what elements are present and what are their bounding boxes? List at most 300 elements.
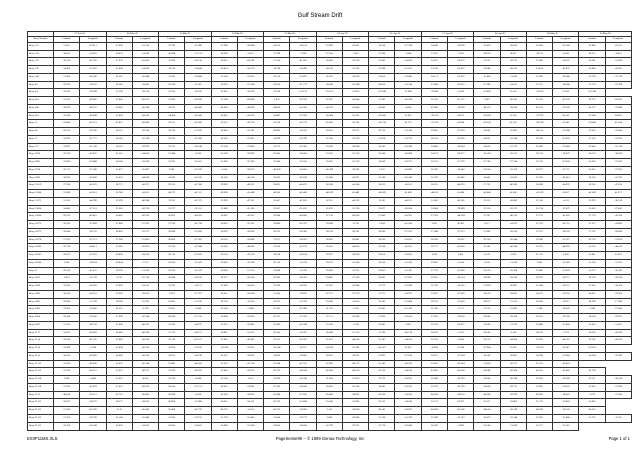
longitude-cell: -15.818 xyxy=(237,298,263,306)
table-row xyxy=(28,104,632,112)
longitude-cell: -29.772 xyxy=(290,414,316,422)
longitude-cell: -15.291 xyxy=(132,298,158,306)
latitude-cell: 31.128 xyxy=(369,414,395,422)
latitude-cell: 33.583 xyxy=(54,283,80,291)
latitude-cell: 28.844 xyxy=(54,228,80,236)
longitude-cell: 41.544 xyxy=(605,120,631,128)
latitude-cell: 35.860 xyxy=(264,159,290,167)
latitude-cell: 35.823 xyxy=(159,159,185,167)
longitude-cell: -46.870 xyxy=(553,182,579,190)
latitude-cell: 37.123 xyxy=(159,329,185,337)
latitude-cell: 32.171 xyxy=(54,166,80,174)
longitude-cell: -33.349 xyxy=(500,135,526,143)
longitude-header: Longitude xyxy=(395,37,421,42)
longitude-cell: -33.849 xyxy=(290,399,316,407)
latitude-cell: 34.445 xyxy=(474,174,500,182)
latitude-cell: 3.964 xyxy=(316,414,342,422)
longitude-cell: -4.666 xyxy=(185,376,211,384)
longitude-cell: -26.949 xyxy=(395,143,421,151)
buoy-id-cell: Buoy 2112 xyxy=(28,391,54,399)
latitude-cell: 32.875 xyxy=(421,290,447,298)
longitude-cell: -37.810 xyxy=(290,391,316,399)
longitude-cell: -45.100 xyxy=(605,337,631,345)
latitude-cell: 28.315 xyxy=(106,128,132,136)
latitude-cell: 31.985 xyxy=(106,337,132,345)
latitude-cell: 29.593 xyxy=(159,267,185,275)
latitude-cell: 31.881 xyxy=(579,252,605,260)
longitude-cell: -29.959 xyxy=(185,252,211,260)
longitude-cell: 32.587 xyxy=(553,345,579,353)
table-row xyxy=(28,166,632,174)
latitude-cell: 34.249 xyxy=(526,352,552,360)
latitude-cell: 34.007 xyxy=(316,352,342,360)
table-row xyxy=(28,391,632,399)
longitude-cell: -24.735 xyxy=(80,228,106,236)
latitude-cell: 28.866 xyxy=(159,399,185,407)
latitude-header: Latitude xyxy=(211,37,237,42)
longitude-cell: -38.679 xyxy=(553,151,579,159)
latitude-cell: 28.255 xyxy=(421,182,447,190)
latitude-cell: 28.260 xyxy=(369,228,395,236)
latitude-cell: 28.114 xyxy=(526,128,552,136)
longitude-cell: -40.157 xyxy=(80,368,106,376)
latitude-cell: 3.414 xyxy=(211,166,237,174)
longitude-cell: -40.198 xyxy=(185,352,211,360)
latitude-cell: 34.614 xyxy=(211,66,237,74)
table-body xyxy=(28,42,632,430)
longitude-cell: -54.776 xyxy=(237,66,263,74)
longitude-cell: -28.230 xyxy=(132,290,158,298)
longitude-cell: -33.803 xyxy=(553,399,579,407)
longitude-cell: -26.000 xyxy=(237,228,263,236)
longitude-cell: -69.355 xyxy=(132,97,158,105)
table-row xyxy=(28,143,632,151)
latitude-cell: 31.550 xyxy=(54,197,80,205)
longitude-cell: -40.693 xyxy=(80,352,106,360)
latitude-cell: 27.795 xyxy=(579,228,605,236)
longitude-cell: -34.349 xyxy=(80,422,106,430)
table-row xyxy=(28,135,632,143)
longitude-cell: -43.970 xyxy=(553,66,579,74)
table-row xyxy=(28,128,632,136)
latitude-cell: 32.470 xyxy=(474,414,500,422)
latitude-cell: 33.798 xyxy=(579,73,605,81)
longitude-cell: -45.911 xyxy=(237,182,263,190)
latitude-cell: 28.288 xyxy=(159,228,185,236)
longitude-cell: -31.619 xyxy=(605,236,631,244)
latitude-cell: 31.210 xyxy=(526,360,552,368)
longitude-cell: -14.396 xyxy=(132,50,158,58)
latitude-cell: 32.458 xyxy=(579,143,605,151)
longitude-cell: -38.714 xyxy=(132,89,158,97)
latitude-cell: 35.760 xyxy=(526,174,552,182)
longitude-cell: -21.772 xyxy=(290,81,316,89)
latitude-cell: 29.370 xyxy=(316,259,342,267)
longitude-cell: -3.339 xyxy=(342,321,368,329)
latitude-cell: -45.389 xyxy=(316,166,342,174)
latitude-cell: 41.790 xyxy=(579,368,605,376)
longitude-cell: -28.842 xyxy=(605,228,631,236)
longitude-cell: -36.145 xyxy=(448,283,474,291)
buoy-id-cell: Buoy 15854 xyxy=(28,205,54,213)
longitude-cell: -37.914 xyxy=(395,352,421,360)
longitude-cell: -43.166 xyxy=(80,73,106,81)
latitude-cell: 31.831 xyxy=(316,337,342,345)
latitude-cell: 32.372 xyxy=(369,376,395,384)
longitude-cell: -38.931 xyxy=(342,352,368,360)
latitude-cell: 3.345 xyxy=(474,259,500,267)
date-header: 17-Apr-95 xyxy=(421,32,474,37)
buoy-id-cell: Buoy 3280 xyxy=(28,174,54,182)
latitude-cell: 34.123 xyxy=(421,151,447,159)
longitude-header: Longitude xyxy=(500,37,526,42)
footer-filename: EX0P11MS.XLS xyxy=(27,436,58,441)
latitude-cell: 27.405 xyxy=(474,228,500,236)
latitude-cell: 34.156 xyxy=(369,42,395,50)
latitude-cell: 42.883 xyxy=(421,368,447,376)
latitude-cell: 33.061 xyxy=(579,58,605,66)
longitude-cell: -39.536 xyxy=(80,128,106,136)
longitude-cell: -31.777 xyxy=(80,135,106,143)
longitude-cell: -29.783 xyxy=(395,383,421,391)
longitude-cell: -28.065 xyxy=(500,290,526,298)
longitude-cell: -26.581 xyxy=(290,275,316,283)
longitude-cell: -38.463 xyxy=(290,151,316,159)
longitude-cell: -34.121 xyxy=(237,399,263,407)
latitude-cell: 32.911 xyxy=(159,197,185,205)
longitude-cell: -35.944 xyxy=(342,283,368,291)
longitude-cell: -33.871 xyxy=(448,399,474,407)
longitude-cell: -4.084 xyxy=(395,104,421,112)
longitude-cell: -29.728 xyxy=(553,314,579,322)
longitude-cell: -48.841 xyxy=(237,244,263,252)
longitude-cell: -50.432 xyxy=(448,66,474,74)
longitude-cell: -25.518 xyxy=(605,143,631,151)
table-row xyxy=(28,73,632,81)
latitude-cell: 42.686 xyxy=(474,368,500,376)
longitude-cell: -22.564 xyxy=(553,42,579,50)
latitude-cell: 33.285 xyxy=(106,244,132,252)
longitude-cell: -29.629 xyxy=(342,252,368,260)
latitude-cell: 31.715 xyxy=(369,290,395,298)
longitude-cell: -44.999 xyxy=(80,197,106,205)
longitude-cell: -35.383 xyxy=(605,352,631,360)
latitude-cell: 29.550 xyxy=(54,267,80,275)
latitude-cell: 36.541 xyxy=(264,329,290,337)
longitude-cell: -46.219 xyxy=(342,368,368,376)
latitude-cell: 29.249 xyxy=(106,298,132,306)
longitude-cell: -36.258 xyxy=(605,376,631,384)
latitude-cell: 35.166 xyxy=(211,73,237,81)
latitude-cell: 33.369 xyxy=(54,345,80,353)
buoy-id-cell: Buoy 461 xyxy=(28,97,54,105)
longitude-cell: -66.964 xyxy=(342,97,368,105)
latitude-cell: 27.948 xyxy=(421,228,447,236)
longitude-cell: -31.169 xyxy=(80,143,106,151)
latitude-cell: 31.700 xyxy=(211,414,237,422)
latitude-cell: 32.547 xyxy=(106,73,132,81)
longitude-cell: -67.919 xyxy=(290,97,316,105)
longitude-cell: -27.332 xyxy=(290,314,316,322)
latitude-cell: 27.977 xyxy=(264,236,290,244)
latitude-cell: 39.642 xyxy=(106,104,132,112)
latitude-cell: 34.364 xyxy=(579,352,605,360)
longitude-cell: -51.329 xyxy=(132,267,158,275)
longitude-cell: -48.264 xyxy=(290,368,316,376)
latitude-cell: 29.478 xyxy=(211,259,237,267)
longitude-cell: -41.782 xyxy=(342,120,368,128)
longitude-cell: -36.907 xyxy=(395,376,421,384)
longitude-cell: -33.377 xyxy=(342,128,368,136)
longitude-cell: -31.890 xyxy=(185,42,211,50)
buoy-id-cell: Buoy 480 xyxy=(28,104,54,112)
longitude-cell: -44.550 xyxy=(395,337,421,345)
longitude-cell: -28.616 xyxy=(132,252,158,260)
longitude-cell: -32.887 xyxy=(500,128,526,136)
longitude-cell: -38.010 xyxy=(448,391,474,399)
latitude-cell: 34.456 xyxy=(159,112,185,120)
latitude-cell: 34.467 xyxy=(264,112,290,120)
latitude-cell: 32.422 xyxy=(159,73,185,81)
table-row xyxy=(28,321,632,329)
latitude-cell: 35.392 xyxy=(421,174,447,182)
latitude-cell: 29.557 xyxy=(211,275,237,283)
longitude-cell: -56.499 xyxy=(290,66,316,74)
longitude-cell: -35.897 xyxy=(132,166,158,174)
latitude-cell: 32.096 xyxy=(106,321,132,329)
longitude-cell: -32.694 xyxy=(605,128,631,136)
latitude-cell: 28.594 xyxy=(159,314,185,322)
latitude-cell: 26.745 xyxy=(579,182,605,190)
latitude-cell: 35.125 xyxy=(421,159,447,167)
longitude-cell: -41.472 xyxy=(80,267,106,275)
longitude-cell: -27.679 xyxy=(553,205,579,213)
latitude-cell: 35.894 xyxy=(106,345,132,353)
longitude-cell: -66.347 xyxy=(500,97,526,105)
longitude-cell: -44.610 xyxy=(605,244,631,252)
latitude-cell: 34.360 xyxy=(54,66,80,74)
latitude-cell: 34.163 xyxy=(369,143,395,151)
latitude-cell: 31.770 xyxy=(526,399,552,407)
longitude-cell: -33.432 xyxy=(448,73,474,81)
longitude-cell: -52.347 xyxy=(395,267,421,275)
latitude-cell: 45.574 xyxy=(526,104,552,112)
latitude-cell: -40.059 xyxy=(316,190,342,198)
latitude-header: Latitude xyxy=(264,37,290,42)
longitude-cell: -3.837 xyxy=(395,321,421,329)
longitude-cell: 41.496 xyxy=(448,190,474,198)
latitude-cell: -41.359 xyxy=(526,190,552,198)
latitude-cell: 29.622 xyxy=(421,275,447,283)
longitude-cell: -31.465 xyxy=(237,414,263,422)
longitude-header: Longitude xyxy=(132,37,158,42)
longitude-cell: -44.828 xyxy=(132,174,158,182)
data-table-container xyxy=(27,31,631,431)
longitude-cell: -30.102 xyxy=(395,236,421,244)
table-row xyxy=(28,213,632,221)
latitude-cell: 31.895 xyxy=(159,97,185,105)
longitude-cell: -29.670 xyxy=(237,166,263,174)
longitude-cell: -43.850 xyxy=(342,213,368,221)
longitude-cell: -46.133 xyxy=(342,197,368,205)
latitude-cell: 31.863 xyxy=(421,197,447,205)
longitude-cell: -55.828 xyxy=(448,267,474,275)
longitude-cell: -43.345 xyxy=(290,104,316,112)
latitude-cell: 43.110 xyxy=(369,368,395,376)
latitude-cell: 32.352 xyxy=(159,89,185,97)
longitude-cell: -62.350 xyxy=(80,58,106,66)
latitude-cell: 32.149 xyxy=(106,414,132,422)
latitude-cell: 27.389 xyxy=(474,81,500,89)
latitude-cell: 35.823 xyxy=(316,159,342,167)
latitude-cell: 27.317 xyxy=(526,81,552,89)
latitude-cell: 36.714 xyxy=(526,151,552,159)
latitude-cell: 32.481 xyxy=(159,360,185,368)
latitude-cell: 36.674 xyxy=(106,50,132,58)
latitude-cell: 28.817 xyxy=(54,252,80,260)
latitude-cell: 35.181 xyxy=(264,383,290,391)
table-row xyxy=(28,337,632,345)
latitude-cell: 34.786 xyxy=(264,66,290,74)
longitude-cell: -25.664 xyxy=(553,143,579,151)
longitude-cell: -26.761 xyxy=(342,228,368,236)
longitude-cell: -45.286 xyxy=(132,104,158,112)
longitude-cell: -4.568 xyxy=(448,337,474,345)
longitude-cell: -37.670 xyxy=(185,128,211,136)
longitude-cell: -29.414 xyxy=(290,252,316,260)
longitude-cell: -66.568 xyxy=(395,97,421,105)
latitude-cell: 33.296 xyxy=(316,143,342,151)
longitude-cell: -24.321 xyxy=(500,81,526,89)
latitude-cell: 32.116 xyxy=(159,337,185,345)
buoy-id-cell: Buoy 2881 xyxy=(28,159,54,167)
longitude-cell: -41.366 xyxy=(448,407,474,415)
latitude-cell: 29.112 xyxy=(264,259,290,267)
longitude-cell: -28.305 xyxy=(132,399,158,407)
latitude-cell: 48.372 xyxy=(159,190,185,198)
longitude-cell: -26.291 xyxy=(342,166,368,174)
longitude-cell: -31.427 xyxy=(237,135,263,143)
table-row xyxy=(28,228,632,236)
latitude-cell: 41.831 xyxy=(106,120,132,128)
longitude-cell: -55.251 xyxy=(237,329,263,337)
latitude-cell: -41.267 xyxy=(369,345,395,353)
latitude-cell: 31.616 xyxy=(579,321,605,329)
longitude-cell: 38.461 xyxy=(605,112,631,120)
table-row xyxy=(28,236,632,244)
latitude-cell: 3.188 xyxy=(526,306,552,314)
buoy-id-cell: Buoy 2657 xyxy=(28,275,54,283)
longitude-cell: -46.710 xyxy=(80,104,106,112)
longitude-cell: -37.653 xyxy=(342,376,368,384)
longitude-cell: -35.581 xyxy=(237,128,263,136)
longitude-cell: -33.881 xyxy=(237,321,263,329)
latitude-cell: 32.526 xyxy=(54,151,80,159)
longitude-cell: -4.524 xyxy=(237,407,263,415)
longitude-cell: -24.496 xyxy=(553,81,579,89)
longitude-cell: -47.373 xyxy=(185,197,211,205)
longitude-cell: -31.589 xyxy=(500,422,526,430)
longitude-cell: 35.181 xyxy=(500,112,526,120)
latitude-cell: 34.082 xyxy=(264,352,290,360)
latitude-cell: 29.694 xyxy=(54,298,80,306)
table-row xyxy=(28,221,632,229)
buoy-id-cell: Buoy 2110 xyxy=(28,352,54,360)
latitude-cell: 32.857 xyxy=(421,58,447,66)
latitude-cell: 26.967 xyxy=(211,213,237,221)
longitude-cell: -34.111 xyxy=(185,283,211,291)
longitude-cell: -2.488 xyxy=(237,306,263,314)
latitude-cell: 31.381 xyxy=(369,97,395,105)
latitude-cell: 33.259 xyxy=(159,244,185,252)
longitude-cell: -29.872 xyxy=(605,314,631,322)
longitude-cell: -6.410 xyxy=(605,50,631,58)
latitude-cell: 38.015 xyxy=(211,58,237,66)
latitude-cell: 34.520 xyxy=(474,290,500,298)
latitude-cell: 33.173 xyxy=(421,399,447,407)
latitude-cell: 31.954 xyxy=(316,376,342,384)
longitude-cell: -33.101 xyxy=(237,221,263,229)
latitude-cell: 31.940 xyxy=(106,97,132,105)
latitude-cell: 35.586 xyxy=(316,174,342,182)
longitude-cell: -44.900 xyxy=(290,213,316,221)
longitude-cell: -34.353 xyxy=(290,128,316,136)
longitude-cell: -23.915 xyxy=(448,81,474,89)
latitude-cell: -33.598 xyxy=(369,89,395,97)
longitude-cell: -27.235 xyxy=(395,228,421,236)
latitude-cell: 33.949 xyxy=(211,42,237,50)
longitude-cell: -49.156 xyxy=(132,345,158,353)
latitude-cell: 33.457 xyxy=(264,197,290,205)
longitude-cell: -28.824 xyxy=(395,205,421,213)
latitude-cell: -41.626 xyxy=(316,345,342,353)
latitude-cell: 33.466 xyxy=(579,42,605,50)
latitude-cell: 29.962 xyxy=(211,182,237,190)
longitude-cell: -18.478 xyxy=(553,306,579,314)
longitude-cell: -30.470 xyxy=(553,383,579,391)
longitude-cell: -52.931 xyxy=(342,267,368,275)
latitude-cell: 33.458 xyxy=(474,73,500,81)
table-row xyxy=(28,89,632,97)
longitude-cell: -33.846 xyxy=(605,104,631,112)
longitude-cell: -38.580 xyxy=(500,104,526,112)
latitude-cell: 33.638 xyxy=(106,66,132,74)
latitude-cell: 32.525 xyxy=(106,151,132,159)
latitude-cell: 31.637 xyxy=(106,376,132,384)
latitude-cell: -33.748 xyxy=(579,89,605,97)
latitude-cell: 29.220 xyxy=(369,259,395,267)
longitude-cell: -43.574 xyxy=(237,120,263,128)
longitude-cell: -34.339 xyxy=(342,73,368,81)
latitude-cell: 33.524 xyxy=(264,89,290,97)
latitude-cell: 27.914 xyxy=(54,182,80,190)
buoy-id-cell: Buoy 2659 xyxy=(28,283,54,291)
longitude-cell: -42.630 xyxy=(132,383,158,391)
longitude-cell: -29.362 xyxy=(605,290,631,298)
latitude-cell: 34.230 xyxy=(54,290,80,298)
longitude-cell: 3.861 xyxy=(448,252,474,260)
longitude-cell: -37.364 xyxy=(448,352,474,360)
longitude-cell: -28.720 xyxy=(553,228,579,236)
longitude-cell: -38.423 xyxy=(395,391,421,399)
footer-credit: PageSense99 -- © 1999 Genoa Technology, Inc xyxy=(275,436,365,441)
latitude-cell: 31.875 xyxy=(316,97,342,105)
latitude-cell: 34.800 xyxy=(421,143,447,151)
longitude-cell: -25.139 xyxy=(80,275,106,283)
table-row xyxy=(28,151,632,159)
longitude-cell: -28.398 xyxy=(237,290,263,298)
longitude-cell: 35.919 xyxy=(342,112,368,120)
